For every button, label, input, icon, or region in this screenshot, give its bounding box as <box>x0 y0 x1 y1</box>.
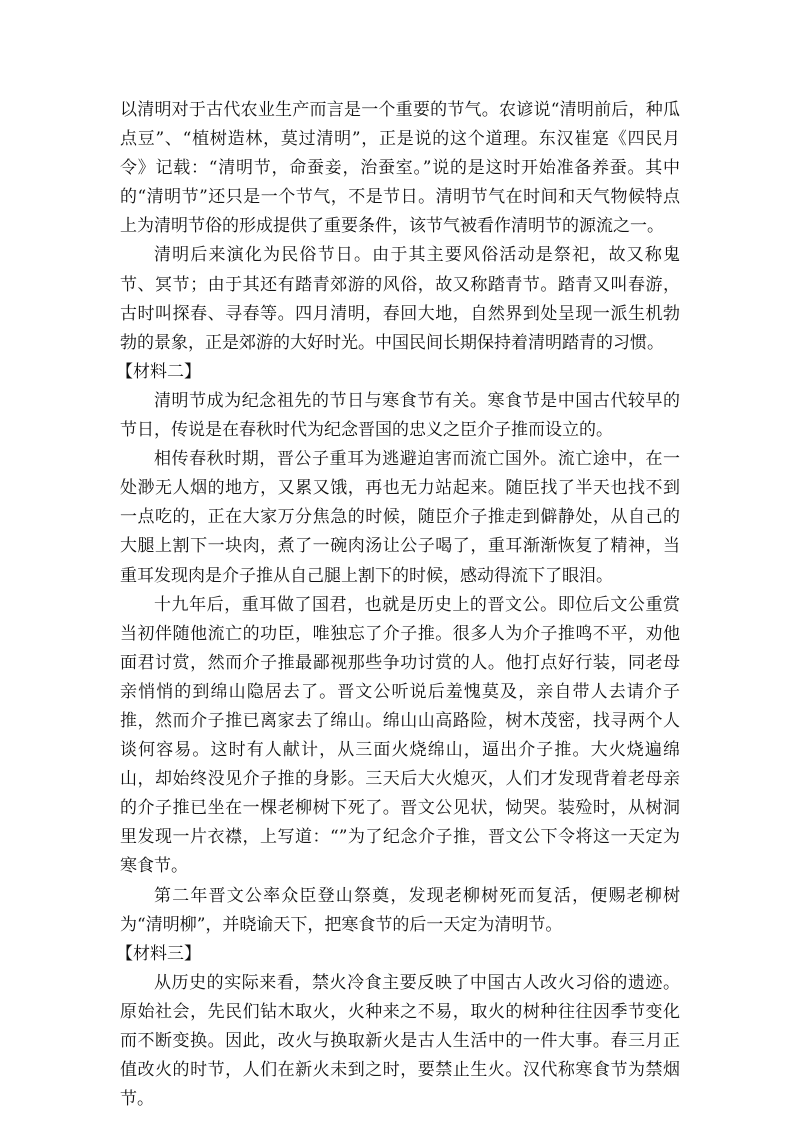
paragraph-fire-custom: 从历史的实际来看，禁火冷食主要反映了中国古人改火习俗的遗迹。原始社会，先民们钻木取火，火种来之不易，取火的树种往往因季节变化而不断变换。因此，改火与换取新火是古人生活中的一件大事。春三月正值改火的时节，人们在新火未到之时，要禁止生火。汉代称寒食节为禁烟节。 <box>120 972 680 1110</box>
paragraph-folk-festival: 清明后来演化为民俗节日。由于其主要风俗活动是祭祀，故又称鬼节、冥节；由于其还有踏青郊游的风俗，故又称踏青节。踏青又叫春游，古时叫探春、寻春等。四月清明，春回大地，自然界到处呈现一派生机勃勃的景象，正是郊游的大好时光。中国民间长期保持着清明踏青的习惯。 <box>120 245 680 353</box>
paragraph-chonger-exile: 相传春秋时期，晋公子重耳为逃避迫害而流亡国外。流亡途中，在一处渺无人烟的地方，又累又饿，再也无力站起来。随臣找了半天也找不到一点吃的，正在大家万分焦急的时候，随臣介子推走到僻静处，从自己的大腿上割下一块肉，煮了一碗肉汤让公子喝了，重耳渐渐恢复了精神，当重耳发现肉是介子推从自己腿上割下的时候，感动得流下了眼泪。 <box>120 449 680 586</box>
paragraph-jiezitui-story: 十九年后，重耳做了国君，也就是历史上的晋文公。即位后文公重赏当初伴随他流亡的功臣，唯独忘了介子推。很多人为介子推鸣不平，劝他面君讨赏，然而介子推最鄙视那些争功讨赏的人。他打点好行装，同老母亲悄悄的到绵山隐居去了。晋文公听说后羞愧莫及，亲自带人去请介子推，然而介子推已离家去了绵山。绵山山高路险，树木茂密，找寻两个人谈何容易。这时有人献计，从三面火烧绵山，逼出介子推。大火烧遍绵山，却始终没见介子推的身影。三天后大火熄灭，人们才发现背着老母亲的介子推已坐在一棵老柳树下死了。晋文公见状，恸哭。装殓时，从树洞里发现一片衣襟，上写道：“”为了纪念介子推，晋文公下令将这一天定为寒食节。 <box>120 594 680 877</box>
paragraph-qingming-agriculture: 以清明对于古代农业生产而言是一个重要的节气。农谚说“清明前后，种瓜点豆”、“植树造林，莫过清明”，正是说的这个道理。东汉崔寔《四民月令》记载：“清明节，命蚕妾，治蚕室。”说的是这时开始准备养蚕。其中的“清明节”还只是一个节气，不是节日。清明节气在时间和天气物候特点上为清明节俗的形成提供了重要条件，该节气被看作清明节的源流之一。 <box>120 100 680 237</box>
section-heading-material-2: 【材料二】 <box>116 361 201 382</box>
paragraph-qingming-willow: 第二年晋文公率众臣登山祭奠，发现老柳树死而复活，便赐老柳树为“清明柳”，并晓谕天下，把寒食节的后一天定为清明节。 <box>120 885 680 935</box>
section-heading-material-3: 【材料三】 <box>116 943 201 964</box>
paragraph-hanshi-origin: 清明节成为纪念祖先的节日与寒食节有关。寒食节是中国古代较早的节日，传说是在春秋时代为纪念晋国的忠义之臣介子推而设立的。 <box>120 390 680 441</box>
document-page <box>116 96 680 1114</box>
